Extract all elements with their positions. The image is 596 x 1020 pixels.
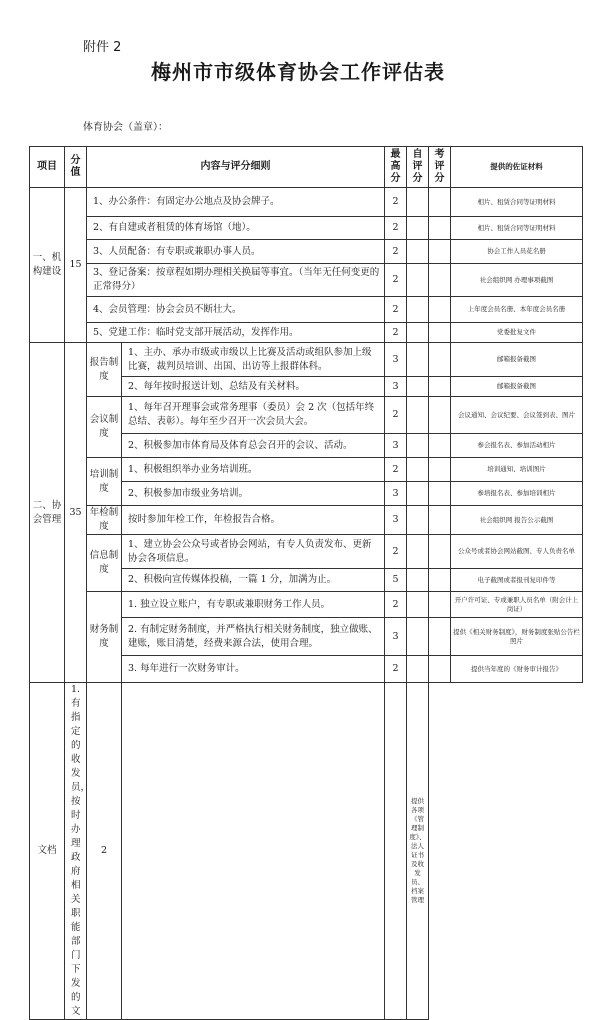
row-review-score[interactable]	[429, 323, 451, 343]
table-row	[30, 188, 583, 217]
row-evidence: 提供各项《管理制度》、法人证书及收发员、档案管理	[407, 683, 429, 1020]
table-row	[30, 535, 583, 569]
table-row	[30, 297, 583, 323]
row-evidence: 提供《相关财务制度》，财务制度张贴公告栏照片	[451, 618, 583, 656]
row-content: 1、办公条件：有固定办公地点及协会牌子。	[87, 188, 385, 217]
row-content: 4、会员管理：协会会员不断壮大。	[87, 297, 385, 323]
row-content: 3、登记备案：按章程如期办理相关换届等事宜。（当年无任何变更的正常得分）	[87, 264, 385, 297]
row-self-score[interactable]	[407, 506, 429, 535]
row-content: 1、建立协会公众号或者协会网站，有专人负责发布、更新协会各项信息。	[122, 535, 385, 569]
row-evidence: 会议通知、会议纪要、会议签到表、图片	[451, 397, 583, 434]
row-content: 1、每年召开理事会或常务理事（委员）会 2 次（包括年终总结、表彰）。每年至少召开一次会员大会。	[122, 397, 385, 434]
header-review-score: 考评分	[429, 147, 451, 188]
row-self-score[interactable]	[407, 377, 429, 397]
row-review-score[interactable]	[429, 217, 451, 240]
row-evidence: 党委批复文件	[451, 323, 583, 343]
row-self-score[interactable]	[407, 188, 429, 217]
table-row	[30, 683, 583, 1020]
row-review-score[interactable]	[429, 656, 451, 683]
row-evidence: 培训通知、培训图片	[451, 458, 583, 482]
row-max-score: 2	[385, 323, 407, 343]
row-review-score[interactable]	[429, 535, 451, 569]
row-self-score[interactable]	[407, 535, 429, 569]
row-max-score: 2	[385, 297, 407, 323]
row-max-score: 3	[385, 482, 407, 506]
row-review-score[interactable]	[429, 434, 451, 458]
subsection-name: 会议制度	[87, 397, 122, 458]
row-evidence: 参会报名表、参加活动相片	[451, 434, 583, 458]
row-evidence: 社会组织网 办理事项截图	[451, 264, 583, 297]
row-content: 3. 每年进行一次财务审计。	[122, 656, 385, 683]
table-row	[30, 264, 583, 297]
subsection-name: 报告制度	[87, 343, 122, 397]
row-max-score: 2	[385, 264, 407, 297]
attachment-label: 附件 2	[83, 40, 122, 55]
row-max-score: 2	[385, 535, 407, 569]
row-content: 1、主办、承办市级或市级以上比赛及活动或组队参加上级比赛，裁判员培训、出国、出访等上报群体科。	[122, 343, 385, 377]
row-evidence: 相片、租赁合同等证明材料	[451, 217, 583, 240]
row-evidence: 公众号或者协会网站截图、专人负责名单	[451, 535, 583, 569]
subsection-name: 年检制度	[87, 506, 122, 535]
table-row	[30, 343, 583, 377]
row-review-score[interactable]	[429, 297, 451, 323]
subsection-name: 培训制度	[87, 458, 122, 506]
table-row	[30, 240, 583, 264]
table-row	[30, 506, 583, 535]
row-max-score: 2	[385, 656, 407, 683]
document-title: 梅州市市级体育协会工作评估表	[151, 60, 445, 84]
row-self-score[interactable]	[407, 482, 429, 506]
row-content: 按时参加年检工作，年检报告合格。	[122, 506, 385, 535]
header-score: 分值	[65, 147, 87, 188]
row-evidence: 相片、租赁合同等证明材料	[451, 188, 583, 217]
row-max-score: 2	[385, 458, 407, 482]
row-evidence: 邮箱报备截图	[451, 343, 583, 377]
row-content: 1. 独立设立账户，有专职或兼职财务工作人员。	[122, 592, 385, 618]
row-self-score[interactable]	[407, 592, 429, 618]
header-project: 项目	[30, 147, 65, 188]
row-content: 2. 有制定财务制度，并严格执行相关财务制度，独立做账、建账，账目清楚，经费来源合法，使用合理。	[122, 618, 385, 656]
row-review-score[interactable]	[429, 397, 451, 434]
row-max-score: 3	[385, 618, 407, 656]
organization-stamp-label: 体育协会（盖章）：	[83, 122, 168, 133]
row-review-score[interactable]	[429, 458, 451, 482]
row-self-score[interactable]	[407, 240, 429, 264]
row-review-score[interactable]	[429, 343, 451, 377]
row-content: 1、积极组织举办业务培训班。	[122, 458, 385, 482]
row-review-score[interactable]	[429, 377, 451, 397]
row-evidence: 邮箱报备截图	[451, 377, 583, 397]
row-self-score[interactable]	[407, 323, 429, 343]
row-content: 2、积极参加市体育局及体育总会召开的会议、活动。	[122, 434, 385, 458]
row-content: 2、每年按时报送计划、总结及有关材料。	[122, 377, 385, 397]
row-review-score[interactable]	[429, 240, 451, 264]
row-review-score[interactable]	[429, 506, 451, 535]
table-row	[30, 217, 583, 240]
row-evidence: 开户许可证、专或兼职人员名单（附会计上岗证）	[451, 592, 583, 618]
evaluation-table	[29, 146, 583, 1020]
row-max-score: 3	[385, 377, 407, 397]
row-review-score[interactable]	[385, 683, 407, 1020]
row-evidence: 参培报名表、参加培训相片	[451, 482, 583, 506]
header-evidence: 提供的佐证材料	[451, 147, 583, 188]
row-review-score[interactable]	[429, 592, 451, 618]
row-max-score: 2	[385, 592, 407, 618]
row-max-score: 3	[385, 434, 407, 458]
section-name: 二、协会管理	[30, 343, 65, 683]
row-content: 2、积极参加市级业务培训。	[122, 482, 385, 506]
section-score: 35	[65, 343, 87, 683]
row-self-score[interactable]	[407, 618, 429, 656]
section-score: 15	[65, 188, 87, 343]
row-self-score[interactable]	[407, 397, 429, 434]
row-review-score[interactable]	[429, 482, 451, 506]
subsection-name: 信息制度	[87, 535, 122, 592]
row-content: 3、人员配备：有专职或兼职办事人员。	[87, 240, 385, 264]
table-row	[30, 458, 583, 482]
row-review-score[interactable]	[429, 264, 451, 297]
row-self-score[interactable]	[407, 297, 429, 323]
row-max-score: 2	[385, 397, 407, 434]
row-self-score[interactable]	[407, 656, 429, 683]
subsection-name: 财务制度	[87, 592, 122, 683]
row-max-score: 5	[385, 569, 407, 592]
row-evidence: 协会工作人员花名册	[451, 240, 583, 264]
row-review-score[interactable]	[429, 618, 451, 656]
header-self-score: 自评分	[407, 147, 429, 188]
row-content: 1.有指定的收发员，按时办理政府相关职能部门下发的文	[65, 683, 87, 1020]
row-review-score[interactable]	[429, 569, 451, 592]
row-max-score: 3	[385, 506, 407, 535]
row-max-score: 2	[87, 683, 122, 1020]
row-max-score: 2	[385, 240, 407, 264]
row-content: 2、有自建或者租赁的体育场馆（地）。	[87, 217, 385, 240]
row-self-score[interactable]	[407, 343, 429, 377]
table-row	[30, 397, 583, 434]
row-evidence: 提供当年度的《财务审计报告》	[451, 656, 583, 683]
row-evidence: 上年度会员名册、本年度会员名册	[451, 297, 583, 323]
table-row	[30, 323, 583, 343]
row-self-score[interactable]	[407, 434, 429, 458]
header-max-score: 最高分	[385, 147, 407, 188]
row-self-score[interactable]	[407, 217, 429, 240]
row-self-score[interactable]	[122, 683, 385, 1020]
row-max-score: 3	[385, 343, 407, 377]
row-self-score[interactable]	[407, 458, 429, 482]
row-self-score[interactable]	[407, 264, 429, 297]
row-evidence: 电子截图或者报刊复印件等	[451, 569, 583, 592]
row-evidence: 社会组织网 报告公示截图	[451, 506, 583, 535]
row-review-score[interactable]	[429, 188, 451, 217]
subsection-name: 文档	[30, 683, 65, 1020]
row-self-score[interactable]	[407, 569, 429, 592]
row-content: 5、党建工作：临时党支部开展活动，发挥作用。	[87, 323, 385, 343]
table-header-row	[30, 147, 583, 188]
row-max-score: 2	[385, 188, 407, 217]
row-max-score: 2	[385, 217, 407, 240]
row-content: 2、积极向宣传媒体投稿，一篇 1 分，加满为止。	[122, 569, 385, 592]
header-content: 内容与评分细则	[87, 147, 385, 188]
table-row	[30, 592, 583, 618]
section-name: 一、机构建设	[30, 188, 65, 343]
